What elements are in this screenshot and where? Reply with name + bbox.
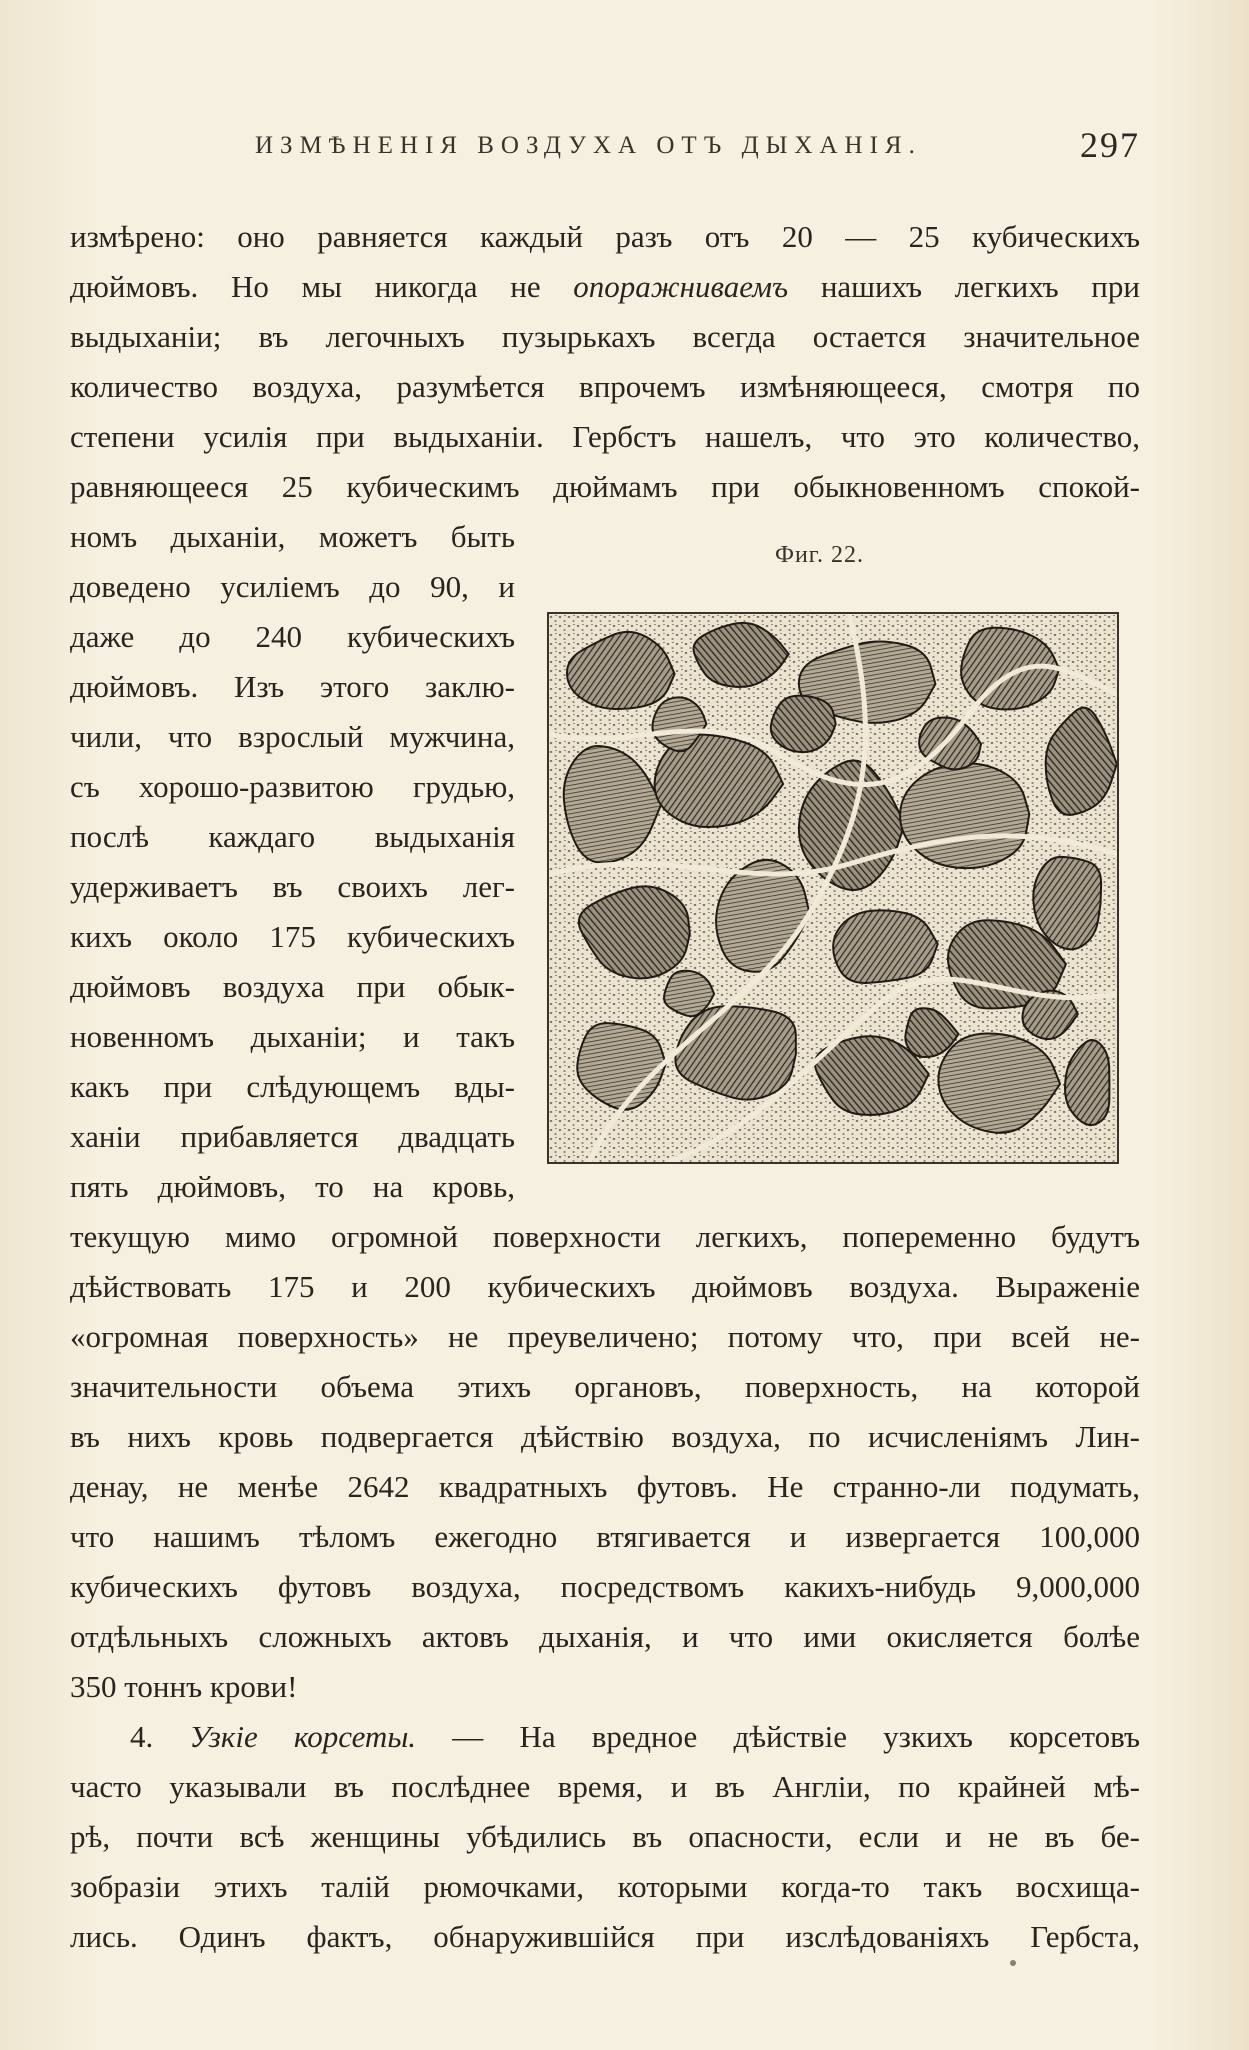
page-body	[70, 212, 1140, 1962]
text-line: степени усилія при выдыханіи. Гербстъ нашелъ, что это количество,	[70, 419, 1140, 454]
text-line: 350 тоннъ крови!	[70, 1669, 298, 1704]
text-line: «огромная поверхность» не преувеличено; потому что, при всей не-	[70, 1319, 1140, 1354]
text-line: кубическихъ футовъ воздуха, посредствомъ какихъ-нибудь 9,000,000	[70, 1569, 1140, 1604]
text-line: дюймовъ воздуха при обык-	[70, 969, 515, 1004]
text-line: количество воздуха, разумѣется впрочемъ измѣняющееся, смотря по	[70, 369, 1140, 404]
text-line: денау, не менѣе 2642 квадратныхъ футовъ. Не странно-ли подумать,	[70, 1469, 1140, 1504]
text-line: что нашимъ тѣломъ ежегодно втягивается и извергается 100,000	[70, 1519, 1140, 1554]
page-number: 297	[1080, 125, 1140, 165]
text-line: выдыханіи; въ легочныхъ пузырькахъ всегда остается значительное	[70, 319, 1140, 354]
text-line: лись. Одинъ фактъ, обнаружившійся при изслѣдованіяхъ Гербста,	[70, 1919, 1140, 1954]
text-line: удерживаетъ въ своихъ лег-	[70, 869, 515, 904]
emphasis: опоражниваемъ	[573, 269, 789, 304]
text-line: кихъ около 175 кубическихъ	[70, 919, 515, 954]
section-title: Узкіе корсеты.	[189, 1719, 417, 1754]
text-line: въ нихъ кровь подвергается дѣйствію воздуха, по исчисленіямъ Лин-	[70, 1419, 1140, 1454]
ink-speck	[1010, 1960, 1016, 1966]
text-line: рѣ, почти всѣ женщины убѣдились въ опасности, если и не въ бе-	[70, 1819, 1140, 1854]
text-line: текущую мимо огромной поверхности легкихъ, попеременно будутъ	[70, 1219, 1140, 1254]
text-line: послѣ каждаго выдыханія	[70, 819, 515, 854]
text-line: значительности объема этихъ органовъ, поверхность, на которой	[70, 1369, 1140, 1404]
text-line: новенномъ дыханіи; и такъ	[70, 1019, 515, 1054]
text-line: номъ дыханіи, можетъ быть	[70, 519, 515, 554]
text-line: съ хорошо-развитою грудью,	[70, 769, 515, 804]
text-line: дѣйствовать 175 и 200 кубическихъ дюймовъ воздуха. Выраженіе	[70, 1269, 1140, 1304]
text-line	[70, 262, 1140, 312]
text-line: равняющееся 25 кубическимъ дюймамъ при обыкновенномъ спокой-	[70, 469, 1140, 504]
section-number: 4.	[130, 1719, 190, 1754]
text-line: даже до 240 кубическихъ	[70, 619, 515, 654]
figure-label: Фиг. 22.	[775, 542, 864, 568]
text-line: ханіи прибавляется двадцать	[70, 1119, 515, 1154]
text-line: пять дюймовъ, то на кровь,	[70, 1169, 515, 1204]
text-line: доведено усиліемъ до 90, и	[70, 569, 515, 604]
text-run: нашихъ легкихъ при	[788, 269, 1140, 304]
page-header	[70, 125, 1140, 168]
section-heading-line	[70, 1712, 1140, 1762]
text-line: зобразіи этихъ талій рюмочками, которыми когда-то такъ восхища-	[70, 1869, 1140, 1904]
text-line: чили, что взрослый мужчина,	[70, 719, 515, 754]
text-line: часто указывали въ послѣднее время, и въ Англіи, по крайней мѣ-	[70, 1769, 1140, 1804]
text-run: — На вредное дѣйствіе узкихъ корсетовъ	[416, 1719, 1140, 1754]
text-line: отдѣльныхъ сложныхъ актовъ дыханія, и что ими окисляется болѣе	[70, 1619, 1140, 1654]
text-line: какъ при слѣдующемъ вды-	[70, 1069, 515, 1104]
text-run: дюймовъ. Но мы никогда не	[70, 269, 574, 304]
text-line: дюймовъ. Изъ этого заклю-	[70, 669, 515, 704]
text-line: измѣрено: оно равняется каждый разъ отъ 20 — 25 кубическихъ	[70, 219, 1140, 254]
running-head: ИЗМѢНЕНІЯ ВОЗДУХА ОТЪ ДЫХАНІЯ.	[255, 132, 922, 159]
